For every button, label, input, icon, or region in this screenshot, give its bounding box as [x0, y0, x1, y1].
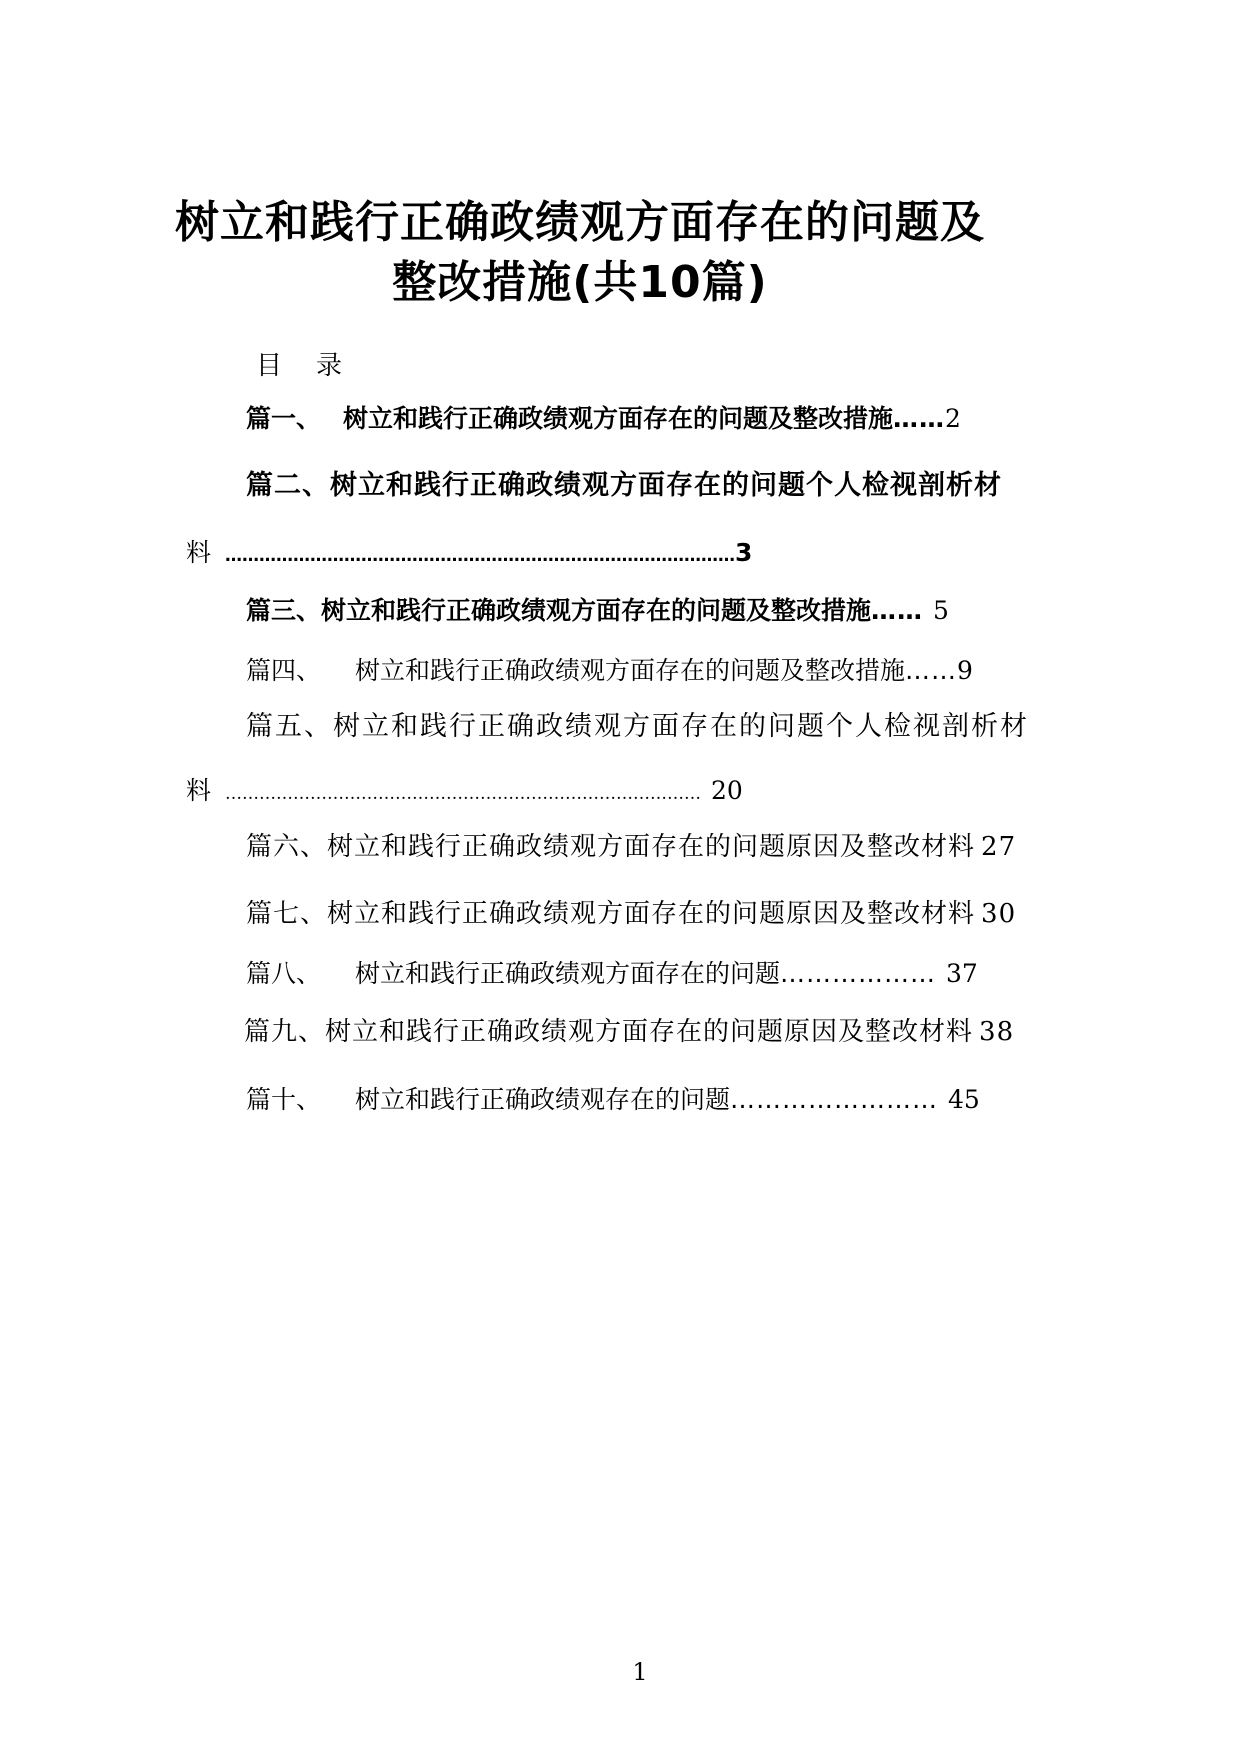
toc-entry-7[interactable]	[246, 897, 1016, 931]
toc-entry-dots: ……………………	[730, 1085, 939, 1114]
toc-entry-dots: ……	[893, 404, 946, 433]
toc-entry-label: 篇二、	[246, 470, 330, 501]
toc-entry-3[interactable]	[246, 594, 949, 628]
toc-entry-6[interactable]	[246, 830, 1016, 864]
toc-entry-text: 树立和践行正确政绩观方面存在的问题原因及整改材料	[327, 832, 976, 862]
toc-entry-page: 5	[933, 596, 949, 625]
toc-entry-text: 树立和践行正确政绩观存在的问题	[355, 1085, 731, 1114]
toc-entry-text: 树立和践行正确政绩观方面存在的问题个人检视剖析材	[330, 470, 1002, 501]
toc-entry-dots: …………………………………………………………………………	[225, 784, 702, 804]
toc-entry-2-continuation[interactable]	[186, 536, 752, 573]
toc-entry-label: 篇七、	[246, 899, 328, 929]
toc-heading	[256, 345, 342, 382]
toc-entry-2[interactable]	[246, 469, 1002, 503]
toc-entry-dots: ………………	[780, 959, 937, 988]
toc-entry-text: 树立和践行正确政绩观方面存在的问题及整改措施	[355, 656, 906, 685]
page-number: 1	[632, 1658, 648, 1686]
toc-entry-dots: ………………………………………………………………………………	[225, 546, 736, 566]
toc-entry-page: 27	[981, 832, 1017, 862]
toc-entry-label: 篇四、	[246, 656, 322, 685]
toc-entry-page: 30	[981, 899, 1017, 929]
toc-entry-page: 3	[735, 538, 753, 567]
toc-entry-dots: ……	[905, 656, 958, 685]
toc-entry-label: 篇五、	[246, 711, 333, 742]
toc-entry-continuation: 料	[186, 776, 212, 805]
toc-entry-text: 树立和践行正确政绩观方面存在的问题原因及整改材料	[327, 899, 976, 929]
toc-entry-label: 篇十、	[246, 1085, 322, 1114]
toc-entry-5-continuation[interactable]	[186, 774, 743, 811]
toc-heading-char-1: 目	[256, 351, 283, 381]
toc-entry-8[interactable]	[246, 957, 978, 991]
toc-entry-dots: ……	[871, 596, 924, 625]
toc-entry-page: 45	[948, 1085, 980, 1114]
toc-entry-label: 篇三、	[246, 596, 322, 625]
toc-entry-text: 树立和践行正确政绩观方面存在的问题个人检视剖析材	[333, 711, 1029, 742]
toc-entry-text: 树立和践行正确政绩观方面存在的问题及整改措施	[343, 404, 894, 433]
toc-entry-1[interactable]	[246, 402, 961, 436]
toc-entry-label: 篇八、	[246, 959, 322, 988]
toc-entry-4[interactable]	[246, 654, 973, 688]
document-title-line-2: 整改措施(共10篇)	[392, 257, 768, 308]
document-title-line-1: 树立和践行正确政绩观方面存在的问题及	[175, 197, 985, 248]
toc-entry-page: 38	[979, 1017, 1015, 1047]
toc-entry-text: 树立和践行正确政绩观方面存在的问题	[355, 959, 781, 988]
toc-entry-text: 树立和践行正确政绩观方面存在的问题原因及整改材料	[325, 1017, 974, 1047]
toc-entry-label: 篇九、	[244, 1017, 326, 1047]
toc-entry-10[interactable]	[246, 1083, 980, 1117]
toc-entry-page: 9	[957, 656, 973, 685]
toc-entry-page: 2	[945, 404, 961, 433]
toc-entry-5[interactable]	[246, 710, 1029, 744]
toc-entry-label: 篇六、	[246, 832, 328, 862]
toc-entry-9[interactable]	[244, 1015, 1014, 1049]
toc-entry-continuation: 料	[186, 538, 212, 567]
toc-entry-page: 37	[946, 959, 978, 988]
toc-entry-text: 树立和践行正确政绩观方面存在的问题及整改措施	[321, 596, 872, 625]
toc-heading-char-2: 录	[316, 351, 343, 381]
toc-entry-page: 20	[711, 776, 743, 805]
toc-entry-label: 篇一、	[246, 404, 322, 433]
